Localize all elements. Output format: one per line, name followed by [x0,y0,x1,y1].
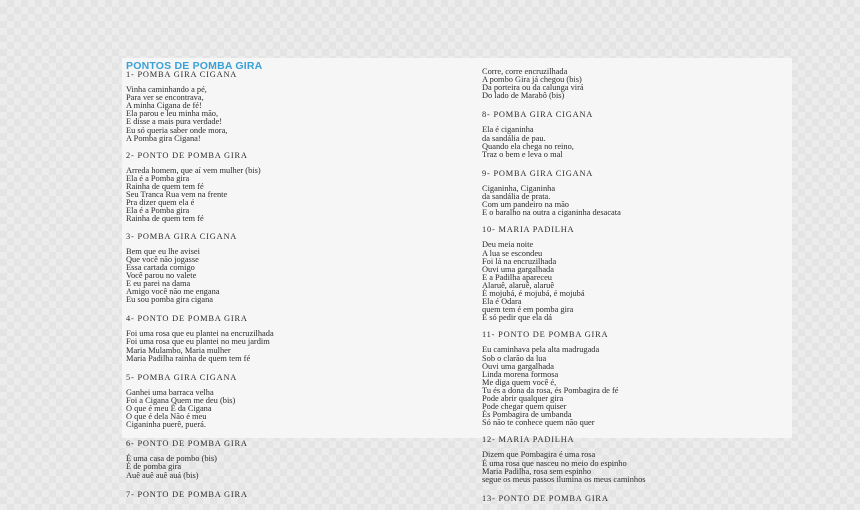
song-section [482,436,782,483]
verse-line: Me diga quem você é, [482,377,557,387]
verse-line: Corre, corre encruzilhada [482,67,568,76]
section-heading: 9- POMBA GIRA CIGANA [482,168,594,178]
verse-line: Você parou no valete [126,270,197,280]
spacer [482,503,782,510]
section-heading: 4- PONTO DE POMBA GIRA [126,314,248,324]
verse-line: Ouvi uma gargalhada [482,264,554,274]
song-section [482,226,782,322]
verse-line: Maria Mulambo, Maria mulher [126,345,231,355]
section-heading: 11- PONTO DE POMBA GIRA [482,330,609,340]
verse-line: Da porteira ou da calunga virá [482,83,584,93]
verse-line: Para ver se encontrava, [126,93,204,103]
song-section [126,374,466,430]
verse-line: Do lado de Marabô (bis) [482,91,565,101]
verse-line: É uma casa de pombo (bis) [126,454,217,464]
verse-line: Seu Tranca Rua vem na frente [126,190,228,200]
verse-line: Auê auê auê auá (bis) [126,470,199,480]
song-section [126,233,466,305]
verse-line: Ganhei uma barraca velha [126,387,214,397]
verse-line: Ela é ciganinha [482,125,534,135]
verse-line: É de pomba gira [126,462,182,472]
verse-line: É uma rosa que nasceu no meio do espinho [482,458,627,468]
verse-line: Ouvi uma gargalhada [482,361,554,371]
verse-line: E só pedir que ela dá [482,313,552,323]
verse-line: Alaruê, alaruê, alaruê [482,280,555,290]
song-section [126,71,466,143]
song-section [482,495,782,510]
song-section [126,440,466,479]
document-title: PONTOS DE POMBA GIRA [126,60,263,72]
verse-line: Rainha de quem tem fé [126,214,204,224]
right-column [482,68,782,510]
section-heading: 2- PONTO DE POMBA GIRA [126,150,248,160]
verse-line: segue os meus passos ilumina os meus caminhos [482,474,646,484]
section-heading: 1- POMBA GIRA CIGANA [126,70,238,79]
verse-line: E o baralho na outra a ciganinha desacata [482,208,621,218]
song-section [482,331,782,427]
verse-line: Ela parou e leu minha mão, [126,109,219,119]
verse-line: Traz o bem e leva o mal [482,149,563,159]
verse-line: Foi uma rosa que eu plantei na encruzilhada [126,329,274,339]
verse-line: Maria Padilha, rosa sem espinho [482,466,592,476]
verse-line: É mojubá, é mojubá, é mojubá [482,288,585,298]
verse-line: Maria Padilha rainha de quem tem fé [126,353,251,363]
verse-line: Vinha caminhando a pé, [126,85,207,95]
verse-line: Eu só queria saber onde mora, [126,125,228,135]
verse-line: Rainha de quem tem fé [126,182,204,192]
verse-line: És Pombagira de umbanda [482,410,572,420]
verse-line: E disse a mais pura verdade! [126,117,223,127]
verse-line: A pombo Gira já chegou (bis) [482,75,582,85]
section-heading: 13- PONTO DE POMBA GIRA [482,493,609,503]
section-heading: 5- POMBA GIRA CIGANA [126,372,238,382]
section-heading: 7- PONTO DE POMBA GIRA [126,489,248,499]
song-section [482,68,782,100]
verse-line: A minha Cigana de fé! [126,101,202,111]
verse-line: E eu parei na dama [126,278,191,288]
song-section [126,315,466,362]
song-section [482,170,782,217]
verse-line: O que é dela Não é meu [126,412,207,422]
verse-line: Ela é a Pomba gira [126,173,190,183]
spacer [482,484,782,495]
verse-line: Ela é a Pomba gira [126,206,190,216]
verse-line: Só não te conhece quem não quer [482,418,595,428]
document-page [122,58,792,503]
verse-line: Eu sou pomba gira cigana [126,295,213,305]
song-section [126,491,466,506]
verse-line: Dizem que Pombagira é uma rosa [482,450,596,460]
song-section [482,111,782,158]
verse-line: Foi a Cigana Quem me deu (bis) [126,395,236,405]
verse-line: Essa cartada comigo [126,262,195,272]
spacer [126,499,466,506]
left-column [126,61,466,506]
verse-line: Pode chegar quem quiser [482,402,567,412]
verse-line: Bem que eu lhe avisei [126,246,200,256]
verse-line: Amigo você não me engana [126,287,220,297]
verse-line: A lua se escondeu [482,248,543,258]
verse-line: Eu caminhava pela alta madrugada [482,345,600,355]
section-heading: 8- POMBA GIRA CIGANA [482,110,594,120]
verse-line: Tu és a dona da rosa, és Pombagira de fé [482,385,619,395]
verse-line: da sandália de pau. [482,133,546,143]
section-heading: 6- PONTO DE POMBA GIRA [126,439,248,449]
verse-line: Linda morena formosa [482,369,559,379]
verse-line: Arreda homem, que aí vem mulher (bis) [126,165,261,175]
section-heading: 10- MARIA PADILHA [482,225,575,235]
verse-line: A Pomba gira Cigana! [126,133,201,143]
verse-line: O que é meu É da Cigana [126,404,212,413]
verse-line: E a Padilha apareceu [482,272,552,282]
verse-line: Com um pandeiro na mão [482,200,569,210]
verse-line: quem tem é em pomba gira [482,305,574,315]
verse-line: Ciganinha, Ciganinha [482,183,556,193]
section-heading: 3- POMBA GIRA CIGANA [126,231,238,241]
verse-line: Que você não jogasse [126,254,199,264]
verse-line: da sandália de prata. [482,192,551,202]
verse-line: Ciganinha puerê, puerá. [126,420,206,430]
verse-line: Quando ela chega no reino, [482,141,574,151]
verse-line: Deu meia noite [482,240,534,250]
verse-line: Ela é Odara [482,297,522,307]
spacer [126,480,466,491]
verse-line: Sob o clarão da lua [482,353,547,363]
verse-line: Foi lá na encruzilhada [482,256,557,266]
song-section [126,152,466,224]
section-heading: 12- MARIA PADILHA [482,435,575,445]
verse-line: Pra dizer quem ela é [126,198,195,208]
verse-line: Pode abrir qualquer gira [482,394,564,403]
verse-line: Foi uma rosa que eu plantei no meu jardim [126,337,270,347]
